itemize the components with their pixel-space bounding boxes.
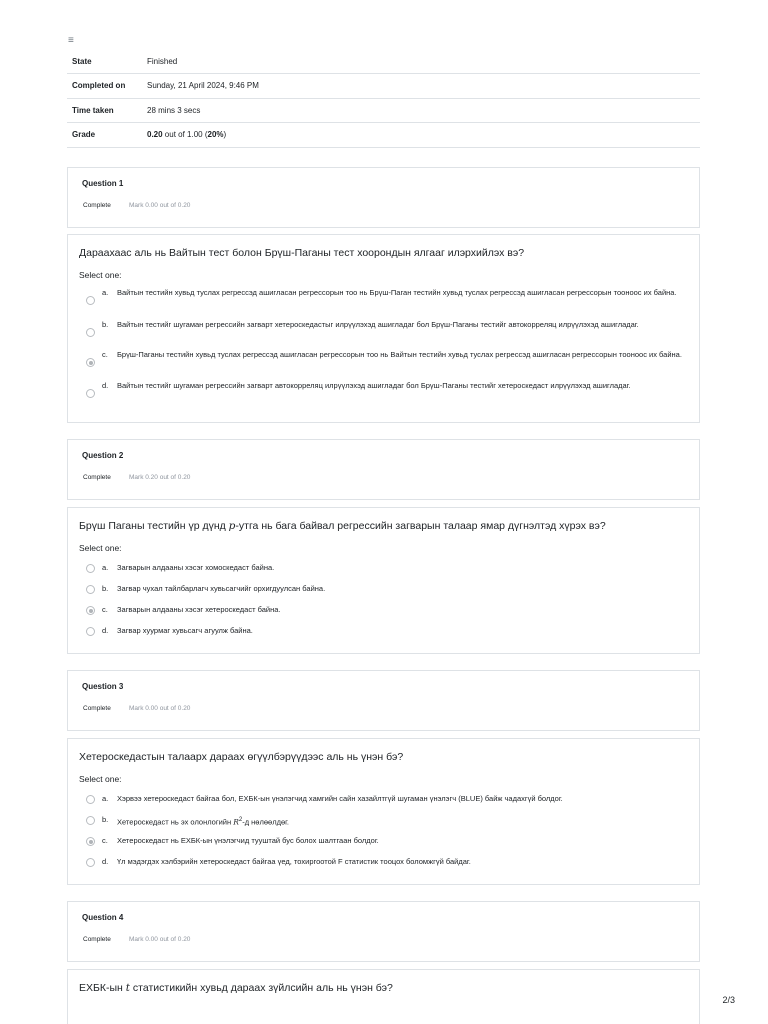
time-label: Time taken <box>67 98 143 123</box>
option-b[interactable] <box>86 583 686 603</box>
radio-button[interactable] <box>86 585 95 594</box>
option-c[interactable] <box>86 604 686 624</box>
option-letter: b. <box>102 815 109 824</box>
option-c[interactable] <box>86 835 686 855</box>
question-text <box>79 982 393 994</box>
radio-button[interactable] <box>86 858 95 867</box>
option-b[interactable] <box>86 319 686 339</box>
option-letter: d. <box>102 626 109 635</box>
question-2-content <box>67 507 700 654</box>
time-value: 28 mins 3 secs <box>143 98 700 123</box>
option-text: Үл мэдэгдэх хэлбэрийн хетероскедаст байгаа үед, тохиргоотой F статистик тооцох боломжгүй байдаг. <box>117 857 471 866</box>
question-3-info <box>67 670 700 731</box>
question-text-part: ЕХБК-ын <box>79 982 126 994</box>
radio-button[interactable] <box>86 328 95 337</box>
question-text-variable: t <box>125 982 131 994</box>
option-text-part: -д нөлөөлдөг. <box>242 817 290 827</box>
hamburger-icon[interactable]: ≡ <box>68 35 74 46</box>
option-letter: d. <box>102 857 109 866</box>
option-a[interactable] <box>86 287 686 307</box>
question-text-variable: p <box>228 520 236 532</box>
radio-button-selected[interactable] <box>86 358 95 367</box>
radio-button[interactable] <box>86 816 95 825</box>
completed-value: Sunday, 21 April 2024, 9:46 PM <box>143 74 700 99</box>
grade-percent: 20% <box>207 130 224 140</box>
question-title: Question 1 <box>82 179 124 188</box>
question-4-content <box>67 969 700 1024</box>
option-text: Загвар чухал тайлбарлагч хувьсагчийг орхигдуулсан байна. <box>117 584 326 593</box>
question-state: Complete <box>83 202 111 209</box>
question-1-content <box>67 234 700 423</box>
option-letter: c. <box>102 605 108 614</box>
option-letter: c. <box>102 350 108 359</box>
question-state: Complete <box>83 936 111 943</box>
option-letter: b. <box>102 584 109 593</box>
question-state: Complete <box>83 474 111 481</box>
option-d[interactable] <box>86 625 686 645</box>
question-text-part: -утга нь бага байвал регрессийн загварын талаар ямар дүгнэлтэд хүрэх вэ? <box>235 520 606 532</box>
state-value: Finished <box>143 49 700 74</box>
option-text-part: Хетероскедаст нь эх олонлогийн <box>117 817 234 827</box>
option-a[interactable] <box>86 562 686 582</box>
summary-row-state <box>67 49 700 74</box>
question-mark: Mark 0.00 out of 0.20 <box>129 705 191 712</box>
math-r: R <box>233 817 239 827</box>
option-text: Брүш-Паганы тестийн хувьд туслах регрессэд ашигласан регрессорын тоо нь Вайтын тестийн хувьд туслах регрессэд ашигласан регрессорын тооноос их байна. <box>117 350 682 359</box>
option-d[interactable] <box>86 856 686 876</box>
summary-row-time <box>67 98 700 123</box>
option-letter: d. <box>102 381 109 390</box>
question-text-part: статистикийн хувьд дараах зүйлсийн аль нь үнэн бэ? <box>130 982 393 994</box>
option-letter: a. <box>102 794 109 803</box>
option-text: Вайтын тестийг шугаман регрессийн загварт автокорреляц илрүүлэхэд ашигладаг бол Брүш-Паганы тестийг хетероскедаст илрүүлэхэд ашигладаг. <box>117 381 631 390</box>
grade-label: Grade <box>67 123 143 148</box>
select-one-label: Select one: <box>79 774 122 784</box>
option-letter: b. <box>102 320 109 329</box>
question-title: Question 2 <box>82 451 124 460</box>
question-text: Дараахаас аль нь Вайтын тест болон Брүш-Паганы тест хоорондын ялгааг илэрхийлэх вэ? <box>79 247 525 259</box>
radio-button-selected[interactable] <box>86 837 95 846</box>
grade-value <box>143 123 700 148</box>
option-a[interactable] <box>86 793 686 813</box>
question-text-part: Брүш Паганы тестийн үр дүнд <box>79 520 229 532</box>
question-text <box>79 520 606 532</box>
select-one-label: Select one: <box>79 270 122 280</box>
option-text <box>117 814 687 829</box>
question-title: Question 3 <box>82 682 124 691</box>
grade-close: ) <box>223 130 227 140</box>
option-text: Хэрвээ хетероскедаст байгаа бол, ЕХБК-ын үнэлэгчид хамгийн сайн хазайлтгүй шугаман үнэлэгч (BLUE) байж чадахгүй болдог. <box>117 794 563 803</box>
option-text: Вайтын тестийн хувьд туслах регрессэд ашигласан регрессорын тоо нь Брүш-Паган тестийн хувьд туслах регрессэд ашигласан регрессорын тооноос их байна. <box>117 288 677 297</box>
grade-outof: out of 1.00 ( <box>162 130 208 140</box>
radio-button[interactable] <box>86 627 95 636</box>
radio-button[interactable] <box>86 795 95 804</box>
question-mark: Mark 0.00 out of 0.20 <box>129 936 191 943</box>
option-text: Загварын алдааны хэсэг хомоскедаст байна. <box>117 563 275 572</box>
option-letter: c. <box>102 836 108 845</box>
question-4-info <box>67 901 700 962</box>
radio-button[interactable] <box>86 564 95 573</box>
question-1-info <box>67 167 700 228</box>
option-c[interactable] <box>86 349 686 369</box>
option-d[interactable] <box>86 380 686 400</box>
question-text: Хетероскедастын талаарх дараах өгүүлбэрүүдээс аль нь үнэн бэ? <box>79 751 404 763</box>
option-text: Загвар хуурмаг хувьсагч агуулж байна. <box>117 626 253 635</box>
question-title: Question 4 <box>82 913 124 922</box>
radio-button[interactable] <box>86 296 95 305</box>
attempt-summary-table <box>67 49 700 148</box>
question-3-content <box>67 738 700 885</box>
select-one-label: Select one: <box>79 543 122 553</box>
radio-button[interactable] <box>86 389 95 398</box>
page-number: 2/3 <box>722 995 735 1005</box>
option-text: Загварын алдааны хэсэг хетероскедаст байна. <box>117 605 281 614</box>
grade-score: 0.20 <box>147 130 163 140</box>
completed-label: Completed on <box>67 74 143 99</box>
option-text: Хетероскедаст нь ЕХБК-ын үнэлэгчид тууштай бус болох шалтгаан болдог. <box>117 836 379 845</box>
question-state: Complete <box>83 705 111 712</box>
option-letter: a. <box>102 563 109 572</box>
option-letter: a. <box>102 288 109 297</box>
summary-row-grade <box>67 123 700 148</box>
summary-row-completed <box>67 74 700 99</box>
question-2-info <box>67 439 700 500</box>
question-mark: Mark 0.20 out of 0.20 <box>129 474 191 481</box>
radio-button-selected[interactable] <box>86 606 95 615</box>
math-superscript: 2 <box>238 817 243 823</box>
option-b[interactable] <box>86 814 686 834</box>
option-text: Вайтын тестийг шугаман регрессийн загварт хетероскедастыг илрүүлэхэд ашигладаг бол Брүш-Паганы тестийг автокорреляц илрүүлэхэд ашигладаг. <box>117 320 639 329</box>
state-label: State <box>67 49 143 74</box>
question-mark: Mark 0.00 out of 0.20 <box>129 202 191 209</box>
